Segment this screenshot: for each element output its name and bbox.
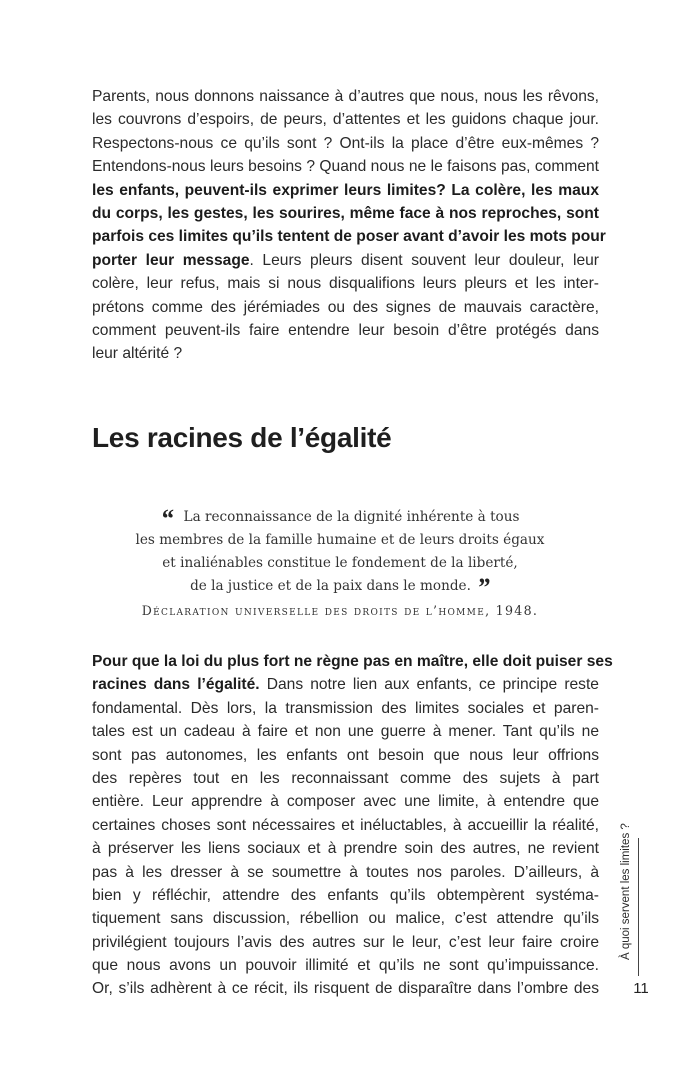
text-segment: prétons comme des jérémiades ou des signes de mauvais caractère, [92,298,599,316]
bold-text-segment: Pour que la loi du plus fort ne règne pas en maître, elle doit puiser ses [92,653,613,670]
text-segment: fondamental. Dès lors, la transmission des limites sociales et paren- [92,699,599,717]
text-line [92,85,599,108]
text-line [92,319,599,342]
text-line [92,179,599,202]
text-segment: tiquement sans discussion, rébellion ou malice, c’est attendre qu’ils [92,910,599,928]
quote-text: et inaliénables constitue le fondement de la liberté, [162,555,518,571]
text-segment: bien y réfléchir, attendre des enfants qu’ils obtempèrent systéma- [92,886,599,904]
text-segment: les couvrons d’espoirs, de peurs, d’attentes et les guidons chaque jour. [92,111,599,129]
text-line [92,342,599,365]
text-segment: Entendons-nous leurs besoins ? Quand nous ne le faisons pas, comment [92,158,599,176]
bold-text-segment: porter leur message [92,251,250,269]
text-line [92,296,599,319]
text-segment: Dans notre lien aux enfants, ce principe reste [259,676,599,694]
text-line [92,720,599,743]
text-segment: colère, leur refus, mais si nous disqualifions leurs pleurs et les inter- [92,275,599,293]
bold-text-segment: racines dans l’égalité. [92,676,260,694]
text-line [92,249,599,272]
quote-text: les membres de la famille humaine et de leurs droits égaux [135,532,545,548]
bold-text-segment: du corps, les gestes, les sourires, même face à nos reproches, sont [92,204,599,222]
text-line [92,697,599,720]
text-line [92,931,599,954]
bold-text-segment: les enfants, peuvent-ils exprimer leurs limites? La colère, les maux [92,181,599,199]
text-segment: pas à les dresser à se soumettre à toutes nos paroles. D’ailleurs, à [92,863,599,881]
quote-line [120,504,560,533]
text-segment: sont pas autonomes, les enfants ont besoin que nous leur offrions [92,746,599,764]
text-segment: à préserver les liens sociaux et à prendre soin des autres, ne revient [92,840,599,858]
text-line [92,155,599,178]
text-segment: privilégient toujours l’avis des autres sur le leur, c’est leur faire croire [92,933,599,951]
opening-quote-mark: “ [160,504,174,533]
text-segment: que nous avons un pouvoir illimité et qu’ils ne sont qu’impuissance. [92,957,599,975]
text-line [92,650,613,673]
text-line [92,673,599,696]
margin-rule [638,838,639,976]
text-segment: Or, s’ils adhèrent à ce récit, ils risquent de disparaître dans l’ombre des [92,980,599,998]
quote-line [120,529,560,552]
text-line [92,790,599,813]
text-segment: leur altérité ? [92,345,183,363]
bold-text-segment: parfois ces limites qu’ils tentent de poser avant d’avoir les mots pour [92,228,606,246]
text-segment: entière. Leur apprendre à composer avec une limite, à entendre que [92,793,599,811]
text-line [92,108,599,131]
text-segment: certaines choses sont nécessaires et inéluctables, à accueillir la réalité, [92,816,599,834]
epigraph-quote [120,506,560,623]
quote-line [120,552,560,575]
text-segment: Parents, nous donnons naissance à d’autres que nous, nous les rêvons, [92,88,599,105]
body-paragraph-1 [92,85,606,366]
body-paragraph-2 [92,650,613,1001]
text-line [92,954,599,977]
text-line [92,861,599,884]
text-line [92,225,606,248]
text-line [92,744,599,767]
text-line [92,907,599,930]
quote-line [120,573,560,602]
quote-text: La reconnaissance de la dignité inhérente à tous [183,509,520,525]
text-line [92,814,599,837]
text-segment: Respectons-nous ce qu’ils sont ? Ont-ils la place d’être eux-mêmes ? [92,134,599,152]
text-segment: tales est un cadeau à faire et non une guerre à mener. Tant qu’ils ne [92,723,599,741]
closing-quote-mark: ” [476,573,490,602]
text-segment: des repères tout en les reconnaissant comme des sujets à part [92,769,599,787]
text-line [92,202,599,225]
text-line [92,977,599,1000]
page-number: 11 [633,980,649,997]
text-segment: comment peuvent-ils faire entendre leur besoin d’être protégés dans [92,321,599,339]
text-segment: . Leurs pleurs disent souvent leur douleur, leur [249,251,599,269]
quote-text: de la justice et de la paix dans le monde. [190,578,471,594]
text-line [92,837,599,860]
quote-source: Déclaration universelle des droits de l’homme, 1948. [141,603,539,618]
text-line [92,884,599,907]
section-heading: Les racines de l’égalité [92,422,392,453]
text-line [92,132,599,155]
text-line [92,767,599,790]
text-line [92,272,599,295]
running-title: À quoi servent les limites ? [620,823,632,960]
